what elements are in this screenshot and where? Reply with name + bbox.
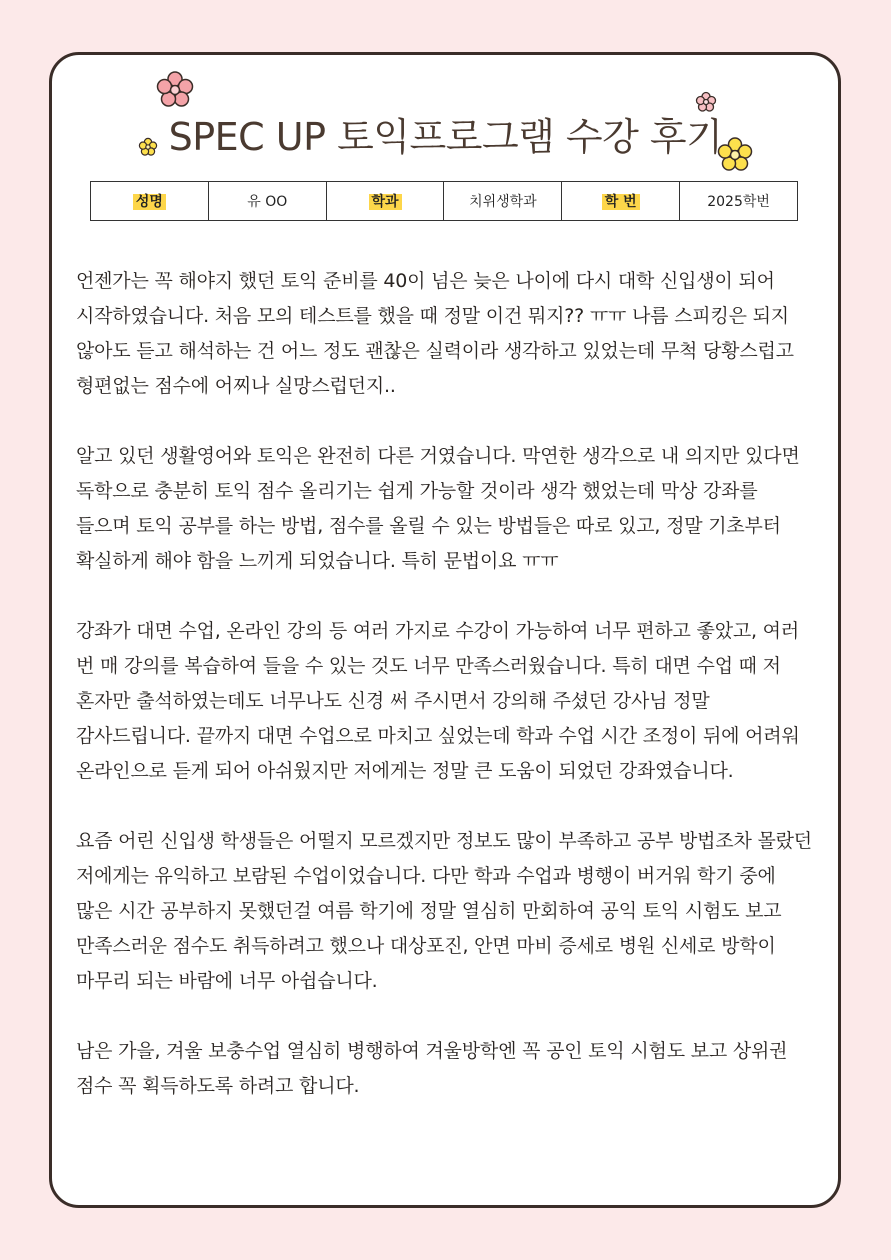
id-label-cell xyxy=(562,182,680,221)
id-value-cell: 2025학번 xyxy=(680,182,798,221)
paragraph-5: 남은 가을, 겨울 보충수업 열심히 병행하여 겨울방학엔 꼭 공인 토익 시험도 보고 상위권 점수 꼭 획득하도록 하려고 합니다. xyxy=(76,1040,788,1097)
dept-value-cell: 치위생학과 xyxy=(444,182,562,221)
student-info-table xyxy=(90,181,798,221)
paragraph-4: 요즘 어린 신입생 학생들은 어떨지 모르겠지만 정보도 많이 부족하고 공부 방법조차 몰랐던 저에게는 유익하고 보람된 수업이었습니다. 다만 학과 수업과 병행이 버거워 학기 중에 많은 시간 공부하지 못했던걸 여름 학기에 정말 열심히 만회하여 공익 토익 시험도 보고 만족스러운 점수도 취득하려고 했으나 대상포진, 안면 마비 증세로 병원 신세로 방학이 마무리 되는 바람에 너무 아쉽습니다. xyxy=(76,830,812,992)
small-pink-flower-icon xyxy=(695,91,717,113)
dept-label: 학과 xyxy=(369,194,402,210)
id-label: 학 번 xyxy=(602,194,640,210)
pink-flower-icon xyxy=(155,70,195,110)
name-label-cell xyxy=(91,182,209,221)
review-body xyxy=(76,264,816,1139)
name-label: 성명 xyxy=(133,194,166,210)
dept-label-cell xyxy=(326,182,444,221)
paragraph-3: 강좌가 대면 수업, 온라인 강의 등 여러 가지로 수강이 가능하여 너무 편하고 좋았고, 여러 번 매 강의를 복습하여 들을 수 있는 것도 너무 만족스러웠습니다. 특히 대면 수업 때 저 혼자만 출석하였는데도 너무나도 신경 써 주시면서 강의해 주셨던 강사님 정말 감사드립니다. 끝까지 대면 수업으로 마치고 싶었는데 학과 수업 시간 조정이 뒤에 어려워 온라인으로 듣게 되어 아쉬웠지만 저에게는 정말 큰 도움이 되었던 강좌였습니다. xyxy=(76,620,800,782)
paragraph-2: 알고 있던 생활영어와 토익은 완전히 다른 거였습니다. 막연한 생각으로 내 의지만 있다면 독학으로 충분히 토익 점수 올리기는 쉽게 가능할 것이라 생각 했었는데 막상 강좌를 들으며 토익 공부를 하는 방법, 점수를 올릴 수 있는 방법들은 따로 있고, 정말 기초부터 확실하게 해야 함을 느끼게 되었습니다. 특히 문법이요 ㅠㅠ xyxy=(76,445,800,572)
page-title: SPEC UP 토익프로그램 수강 후기 xyxy=(168,115,723,159)
name-value-cell: 유 OO xyxy=(208,182,326,221)
table-row xyxy=(91,182,798,221)
paragraph-1: 언젠가는 꼭 해야지 했던 토익 준비를 40이 넘은 늦은 나이에 다시 대학 신입생이 되어 시작하였습니다. 처음 모의 테스트를 했을 때 정말 이건 뭐지?? ㅠㅠ 나름 스피킹은 되지 않아도 듣고 해석하는 건 어느 정도 괜찮은 실력이라 생각하고 있었는데 무척 당황스럽고 형편없는 점수에 어찌나 실망스럽던지.. xyxy=(76,270,794,397)
